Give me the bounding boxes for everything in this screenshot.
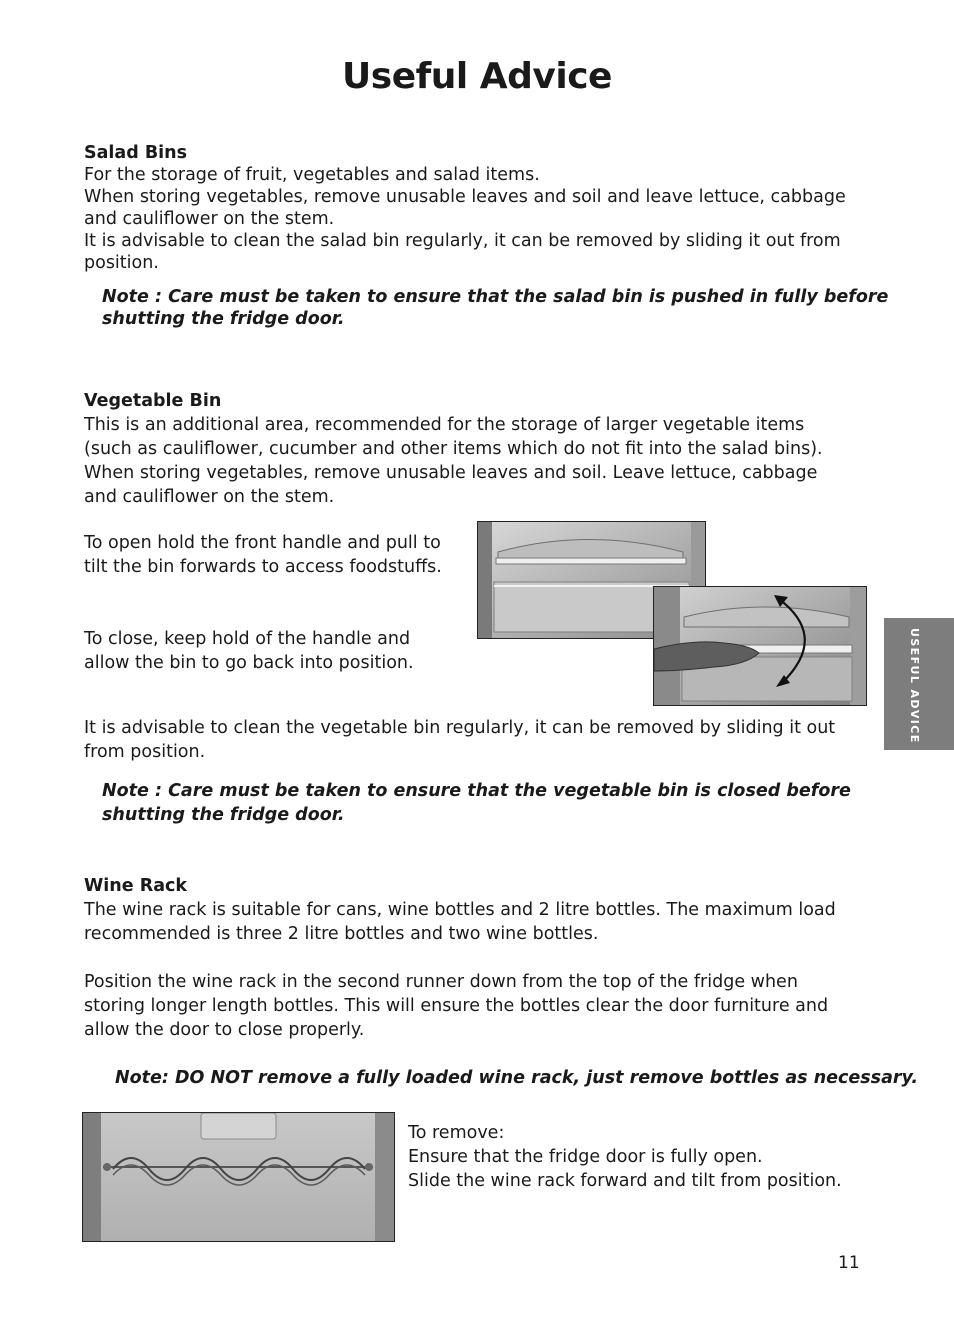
vegetable-bin-line-4: and cauliflower on the stem. <box>84 487 335 507</box>
salad-bins-heading: Salad Bins <box>84 143 188 163</box>
close-line-2: allow the bin to go back into position. <box>84 653 414 673</box>
salad-bins-note-line-2: shutting the fridge door. <box>102 309 345 329</box>
page-title: Useful Advice <box>342 56 612 97</box>
open-line-2: tilt the bin forwards to access foodstuffs. <box>84 557 442 577</box>
vegetable-bin-section <box>84 389 874 509</box>
vegetable-bin-line-3: When storing vegetables, remove unusable leaves and soil. Leave lettuce, cabbage <box>84 463 818 483</box>
wine-rack-position-text <box>84 970 874 1042</box>
salad-bins-line-2: When storing vegetables, remove unusable leaves and soil and leave lettuce, cabbage <box>84 187 846 207</box>
close-line-1: To close, keep hold of the handle and <box>84 629 411 649</box>
salad-bins-note-line-1: Note : Care must be taken to ensure that the salad bin is pushed in fully before <box>102 287 889 307</box>
wine-rack-line-1: The wine rack is suitable for cans, wine bottles and 2 litre bottles. The maximum load <box>84 900 836 920</box>
vegetable-bin-line-2: (such as cauliflower, cucumber and other items which do not fit into the salad bins). <box>84 439 823 459</box>
salad-bins-section <box>84 142 874 274</box>
vegetable-bin-note-line-1: Note : Care must be taken to ensure that the vegetable bin is closed before <box>102 781 851 801</box>
salad-bins-note <box>102 286 888 330</box>
vegetable-bin-line-1: This is an additional area, recommended for the storage of larger vegetable items <box>84 415 805 435</box>
vegetable-bin-open-text <box>84 531 469 579</box>
wine-rack-heading: Wine Rack <box>84 876 188 896</box>
remove-line-3: Slide the wine rack forward and tilt from position. <box>408 1171 842 1191</box>
open-line-1: To open hold the front handle and pull to <box>84 533 441 553</box>
salad-bins-line-1: For the storage of fruit, vegetables and salad items. <box>84 165 540 185</box>
vegetable-bin-note-line-2: shutting the fridge door. <box>102 805 345 825</box>
salad-bins-line-4: It is advisable to clean the salad bin regularly, it can be removed by sliding it out from <box>84 231 841 251</box>
side-tab-label: USEFUL ADVICE <box>908 628 921 744</box>
wine-rack-line-2: recommended is three 2 litre bottles and two wine bottles. <box>84 924 599 944</box>
wine-rack-section <box>84 874 874 946</box>
vegetable-bin-note <box>102 779 851 827</box>
page-number: 11 <box>838 1253 860 1273</box>
salad-bins-line-3: and cauliflower on the stem. <box>84 209 335 229</box>
wine-rack-photo <box>82 1112 395 1242</box>
wine-rack-position-line-1: Position the wine rack in the second runner down from the top of the fridge when <box>84 972 798 992</box>
wine-rack-position-line-3: allow the door to close properly. <box>84 1020 365 1040</box>
wine-rack-remove-text <box>408 1121 868 1193</box>
clean-line-2: from position. <box>84 742 206 762</box>
remove-line-2: Ensure that the fridge door is fully open. <box>408 1147 763 1167</box>
side-tab <box>884 618 954 750</box>
clean-line-1: It is advisable to clean the vegetable bin regularly, it can be removed by sliding it out <box>84 718 836 738</box>
wine-rack-note: Note: DO NOT remove a fully loaded wine rack, just remove bottles as necessary. <box>115 1068 918 1088</box>
wine-rack-position-line-2: storing longer length bottles. This will ensure the bottles clear the door furniture and <box>84 996 829 1016</box>
vegetable-bin-heading: Vegetable Bin <box>84 391 222 411</box>
remove-line-1: To remove: <box>408 1123 505 1143</box>
vegetable-bin-close-text <box>84 627 469 675</box>
vegetable-bin-close-photo <box>653 586 867 706</box>
salad-bins-line-5: position. <box>84 253 159 273</box>
vegetable-bin-clean-text <box>84 716 874 764</box>
